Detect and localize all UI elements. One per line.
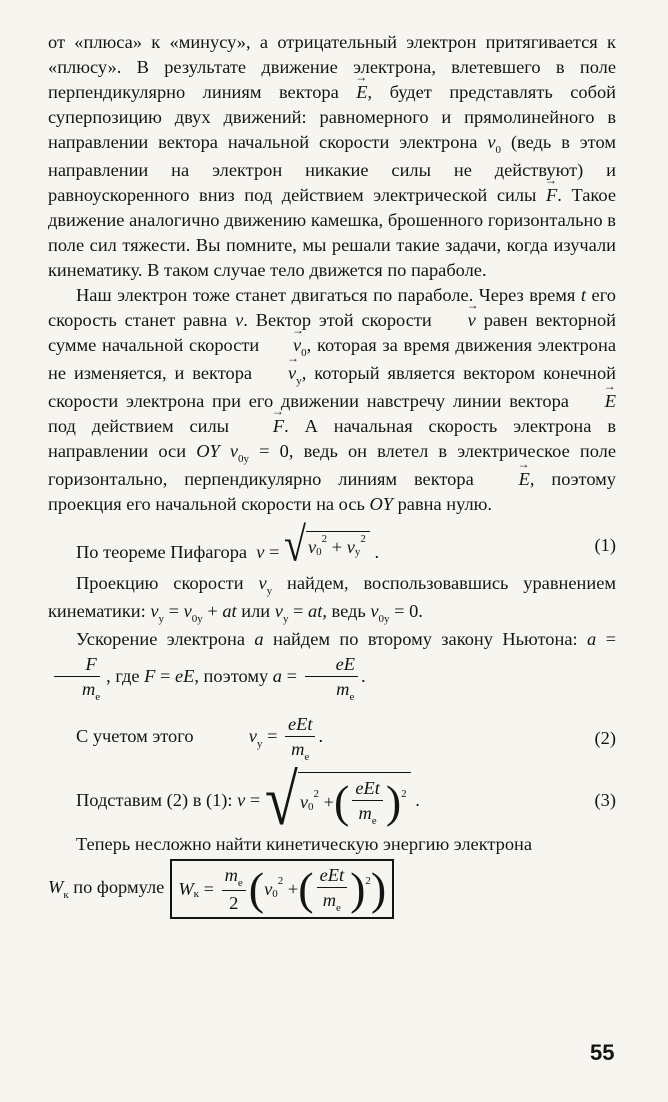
vector-E: → E xyxy=(356,80,367,105)
equation-2: С учетом этого $v_y$ = $\frac{\text{eEt}}{m_e}$ . (2) xyxy=(76,714,616,763)
page-number: 55 xyxy=(590,1040,615,1065)
boxed-formula: W к = $\frac{m_e}{2}$ ( v 0 2 + ( $\frac{\text{eEt}}{m_e}$ ) 2 ) xyxy=(170,859,394,919)
paragraph-1: от «плюса» к «минусу», а отрицательный электрон притягивается к «плюсу». В результате движение электрона, влетевшего в поле перпендикулярно линиям вектора → E, будет представлять собой суперпозицию двух движений: равномерного и прямолинейного в направлении вектора начальной скорости электрона $v_0$ (ведь в этом направлении на электрон никакие силы не действуют) и равноускоренного вниз под действием электрической силы → F. Такое движение аналогично движению камешка, брошенного горизонтально в поле сил тяжести. Вы помните, мы решали такие задачи, когда изучали кинематику. В таком случае тело движется по параболе. xyxy=(48,30,616,283)
paragraph-4: Ускорение электрона a найдем по второму закону Ньютона: a = $\frac{F}{m_e}$ , где F = eE, поэтому a = $\frac{eE}{m_e}$ . xyxy=(48,627,616,704)
equation-3: Подставим (2) в (1): v = √ v 0 2 + ( $\frac{\text{eEt}}{m_e}$ ) 2 . (3) xyxy=(76,760,616,840)
energy-formula-line: $W_к$ по формуле W к = $\frac{m_e}{2}$ ( v 0 2 + ( $\frac{\text{eEt}}{m_e}$ ) 2 ) xyxy=(48,859,616,919)
equation-1: По теореме Пифагора v = √ v 0 2 + v y 2 . (1) xyxy=(76,517,616,572)
vector-F: → F xyxy=(546,183,557,208)
paragraph-2: Наш электрон тоже станет двигаться по параболе. Через время t его скорость станет равна v. Вектор этой скорости → v равен векторной сумме начальной скорости → $v_0$, которая за время движения электрона не изменяется, и вектора → $v_y$, который является вектором конечной скорости электрона при его движении навстречу линии вектора → E под действием силы → F. А начальная скорость электрона в направлении оси OY $v_{0y} = 0$, ведь он влетел в электрическое поле горизонтально, перпендикулярно линиям вектора → E, поэтому проекция его начальной скорости на ось OY равна нулю. xyxy=(48,283,616,517)
page-content xyxy=(48,30,616,919)
paragraph-3: Проекцию скорости $v_y$ найдем, воспользовавшись уравнением кинематики: $v_y = v_{0y}$ + at или $v_y$ = at, ведь $v_{0y} = 0$. xyxy=(48,573,617,625)
paragraph-5: Теперь несложно найти кинетическую энергию электрона xyxy=(76,834,533,854)
